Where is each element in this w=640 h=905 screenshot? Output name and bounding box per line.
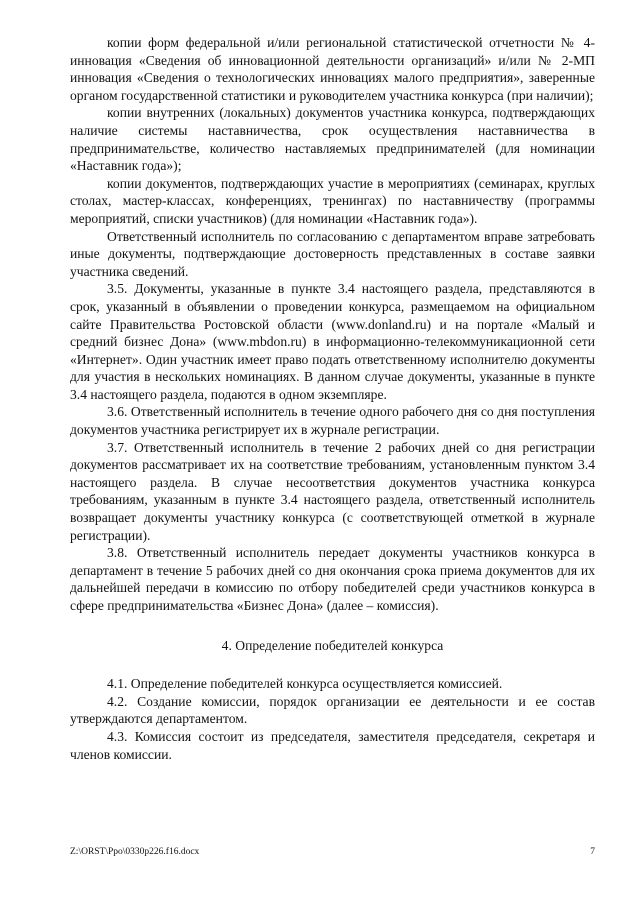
paragraph: Ответственный исполнитель по согласованию с департаментом вправе затребовать иные документы, подтверждающие достоверность представленных в составе заявки участника сведений.	[70, 228, 595, 279]
paragraph: копии форм федеральной и/или региональной статистической отчетности № 4-инновация «Сведения об инновационной деятельности организаций» и/или № 2-МП инновация «Сведения о технологических инновациях малого предприятия», заверенные органом государственной статистики и руководителем участника конкурса (при наличии);	[70, 35, 595, 103]
section-heading: 4. Определение победителей конкурса	[221, 637, 444, 653]
paragraph: 4.2. Создание комиссии, порядок организации ее деятельности и ее состав утверждаются департаментом.	[70, 693, 595, 727]
document-body	[70, 34, 595, 763]
page-footer	[70, 847, 595, 857]
paragraph: копии документов, подтверждающих участие в мероприятиях (семинарах, круглых столах, мастер-классах, конференциях, тренингах) по наставничеству (программы мероприятий, списки участников) (для номинации «Наставник года»).	[70, 175, 595, 226]
paragraph: 3.5. Документы, указанные в пункте 3.4 настоящего раздела, представляются в срок, указанный в объявлении о проведении конкурса, размещаемом на официальном сайте Правительства Ростовской области (www.donland.ru) и на портале «Малый и средний бизнес Дона» (www.mbdon.ru) в информационно-телекоммуникационной сети «Интернет». Один участник имеет право подать ответственному исполнителю документы для участия в нескольких номинациях. В данном случае документы, указанные в пункте 3.4 настоящего раздела, подаются в одном экземпляре.	[70, 281, 595, 402]
paragraph: 3.6. Ответственный исполнитель в течение одного рабочего дня со дня поступления документов участника регистрирует их в журнале регистрации.	[70, 404, 595, 438]
file-path: Z:\ORST\Ppo\0330p226.f16.docx	[70, 847, 200, 857]
paragraph: 3.8. Ответственный исполнитель передает документы участников конкурса в департамент в течение 5 рабочих дней со дня окончания срока приема документов для их дальнейшей передачи в комиссию по отбору победителей среди участников конкурса в сфере предпринимательства «Бизнес Дона» (далее – комиссия).	[70, 545, 595, 613]
page-number: 7	[590, 847, 595, 857]
paragraph: 4.1. Определение победителей конкурса осуществляется комиссией.	[107, 676, 503, 692]
paragraph: 4.3. Комиссия состоит из председателя, заместителя председателя, секретаря и членов комиссии.	[70, 728, 595, 762]
paragraph: 3.7. Ответственный исполнитель в течение 2 рабочих дней со дня регистрации документов рассматривает их на соответствие требованиям, установленным пунктом 3.4 настоящего раздела. В случае несоответствия документов участника конкурса требованиям, указанным в пункте 3.4 настоящего раздела, ответственный исполнитель возвращает документы участнику конкурса (с соответствующей отметкой в журнале регистрации).	[70, 439, 595, 543]
paragraph: копии внутренних (локальных) документов участника конкурса, подтверждающих наличие системы наставничества, срок осуществления наставничества в предпринимательстве, количество наставляемых предпринимателей (для номинации «Наставник года»);	[70, 105, 595, 174]
